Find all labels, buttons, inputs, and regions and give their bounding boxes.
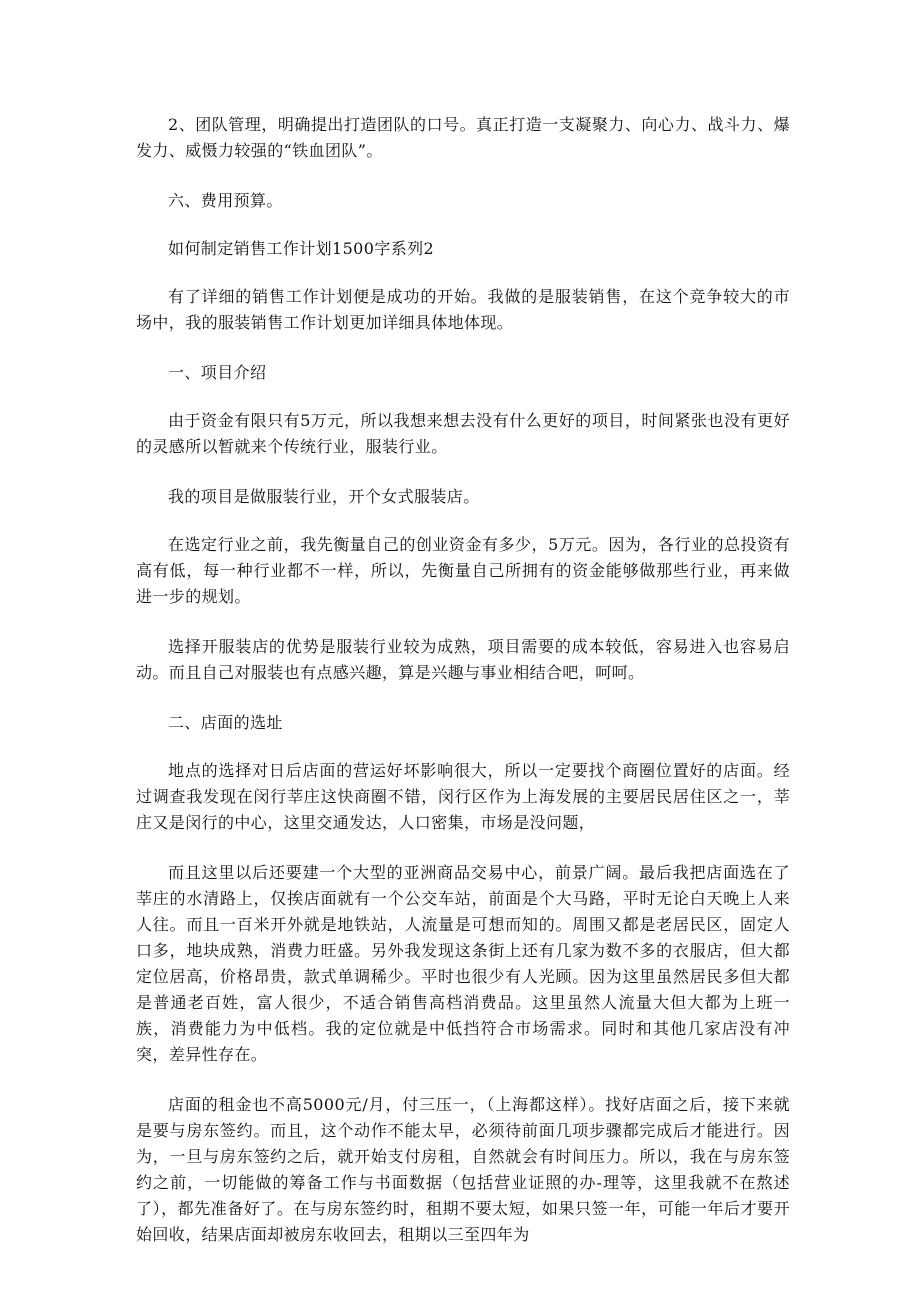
heading-project-intro: 一、项目介绍 xyxy=(168,363,267,382)
heading-store-location: 二、店面的选址 xyxy=(168,713,283,732)
document-page xyxy=(136,112,790,1272)
paragraph-advantages: 选择开服装店的优势是服装行业较为成熟，项目需要的成本较低，容易进入也容易启动。而且自己对服装也有点感兴趣，算是兴趣与事业相结合吧，呵呵。 xyxy=(136,637,790,682)
paragraph-intro: 有了详细的销售工作计划便是成功的开始。我做的是服装销售，在这个竞争较大的市场中，我的服装销售工作计划更加详细具体地体现。 xyxy=(136,287,790,332)
paragraph-rent: 店面的租金也不高5000元/月，付三压一，（上海都这样）。找好店面之后，接下来就是要与房东签约。而且，这个动作不能太早，必须待前面几项步骤都完成后才能进行。因为，一旦与房东签约之后，就开始支付房租，自然就会有时间压力。所以，我在与房东签约之前，一切能做的筹备工作与书面数据（包括营业证照的办-理等，这里我就不在熬述了），都先准备好了。在与房东签约时，租期不要太短，如果只签一年，可能一年后才要开始回收，结果店面却被房东收回去，租期以三至四年为 xyxy=(136,1095,790,1244)
paragraph-team-management: 2、团队管理，明确提出打造团队的口号。真正打造一支凝聚力、向心力、战斗力、爆发力、威慑力较强的“铁血团队”。 xyxy=(136,115,790,160)
heading-series-title: 如何制定销售工作计划1500字系列2 xyxy=(168,239,435,258)
paragraph-project: 我的项目是做服装行业，开个女式服装店。 xyxy=(168,487,480,506)
paragraph-location-details: 而且这里以后还要建一个大型的亚洲商品交易中心，前景广阔。最后我把店面选在了莘庄的水清路上，仅挨店面就有一个公交车站，前面是个大马路，平时无论白天晚上人来人往。而且一百米开外就是地铁站，人流量是可想而知的。周围又都是老居民区，固定人口多，地块成熟，消费力旺盛。另外我发现这条街上还有几家为数不多的衣服店，但大都定位居高，价格昂贵，款式单调稀少。平时也很少有人光顾。因为这里虽然居民多但大都是普通老百姓，富人很少，不适合销售高档消费品。这里虽然人流量大但大都为上班一族，消费能力为中低档。我的定位就是中低挡符合市场需求。同时和其他几家店没有冲突，差异性存在。 xyxy=(136,863,790,1064)
paragraph-location-choice: 地点的选择对日后店面的营运好坏影响很大，所以一定要找个商圈位置好的店面。经过调查我发现在闵行莘庄这快商圈不错，闵行区作为上海发展的主要居民居住区之一，莘庄又是闵行的中心，这里交通发达，人口密集，市场是没问题， xyxy=(136,761,790,832)
heading-budget: 六、费用预算。 xyxy=(168,191,283,210)
paragraph-funding: 由于资金有限只有5万元，所以我想来想去没有什么更好的项目，时间紧张也没有更好的灵感所以暂就来个传统行业，服装行业。 xyxy=(136,411,790,456)
paragraph-industry-choice: 在选定行业之前，我先衡量自己的创业资金有多少，5万元。因为，各行业的总投资有高有低，每一种行业都不一样，所以，先衡量自己所拥有的资金能够做那些行业，再来做进一步的规划。 xyxy=(136,535,790,606)
